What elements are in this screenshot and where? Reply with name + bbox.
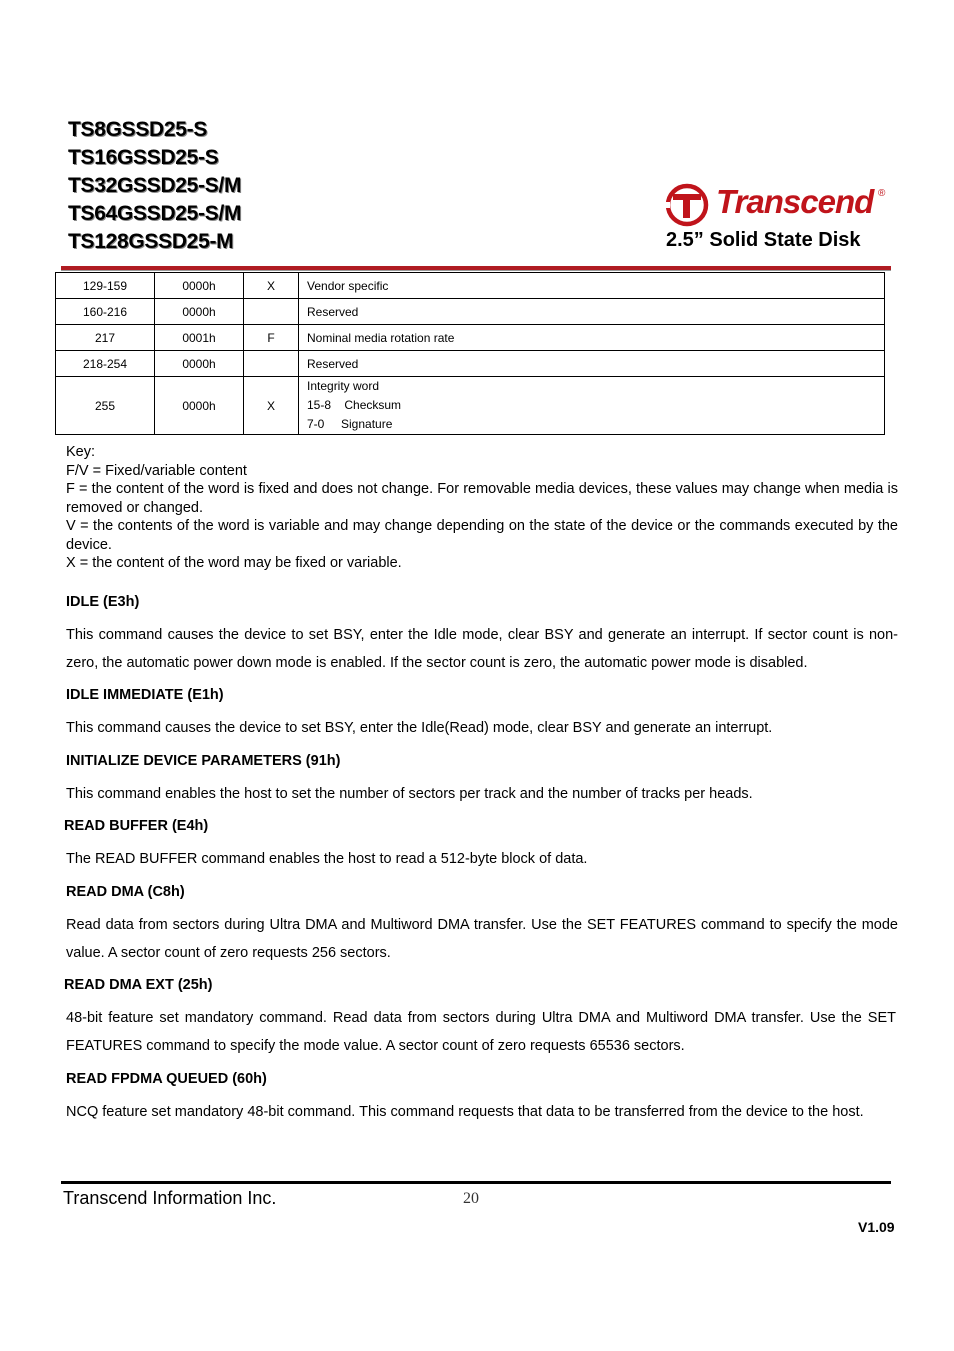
footer-divider (61, 1181, 891, 1184)
fv-cell: X (244, 377, 299, 435)
key-line: V = the contents of the word is variable and may change depending on the state of the device or the commands executed by the device. (66, 518, 898, 553)
identify-device-table (55, 272, 885, 435)
table-row (56, 377, 885, 435)
word-cell: 218-254 (56, 351, 155, 377)
word-cell: 129-159 (56, 273, 155, 299)
section-body: This command causes the device to set BSY, enter the Idle mode, clear BSY and generate an interrupt. If sector count is non-zero, the automatic power down mode is enabled. If the sector count is zero, the automatic power mode is disabled. (66, 627, 898, 671)
section-body: The READ BUFFER command enables the host to read a 512-byte block of data. (66, 851, 588, 867)
fv-cell (244, 351, 299, 377)
description-cell (299, 377, 885, 435)
description-cell: Nominal media rotation rate (299, 325, 885, 351)
document-version: V1.09 (858, 1219, 895, 1235)
key-legend (66, 443, 898, 573)
model-name: TS8GSSD25-S (68, 118, 208, 141)
command-section (66, 593, 898, 677)
section-body: This command enables the host to set the number of sectors per track and the number of tracks per heads. (66, 786, 753, 802)
description-cell: Vendor specific (299, 273, 885, 299)
model-name: TS64GSSD25-S/M (68, 202, 242, 225)
section-title: INITIALIZE DEVICE PARAMETERS (91h) (66, 753, 341, 769)
value-cell: 0000h (155, 273, 244, 299)
section-body: Read data from sectors during Ultra DMA and Multiword DMA transfer. Use the SET FEATURES command to specify the mode value. A sector count of zero requests 256 sectors. (66, 917, 898, 961)
word-cell: 160-216 (56, 299, 155, 325)
section-title: READ FPDMA QUEUED (60h) (66, 1071, 267, 1087)
section-title: READ DMA (C8h) (66, 884, 185, 900)
fv-cell (244, 299, 299, 325)
section-body: NCQ feature set mandatory 48-bit command. This command requests that data to be transferred from the device to the host. (66, 1104, 864, 1120)
transcend-logo (664, 182, 890, 228)
brand-name: Transcend (716, 183, 874, 220)
section-title: IDLE (E3h) (66, 594, 140, 610)
section-title: IDLE IMMEDIATE (E1h) (66, 687, 224, 703)
word-cell: 217 (56, 325, 155, 351)
key-line: Key: (66, 444, 96, 460)
description-cell: Reserved (299, 299, 885, 325)
header-divider-shadow (61, 270, 891, 271)
table-row (56, 299, 885, 325)
key-line: F/V = Fixed/variable content (66, 462, 247, 479)
transcend-logo-icon (664, 182, 712, 228)
table-row (56, 325, 885, 351)
description-line: Integrity word (307, 379, 380, 393)
command-section (66, 883, 898, 967)
key-line: X = the content of the word may be fixed or variable. (66, 555, 402, 571)
model-name: TS128GSSD25-M (68, 230, 234, 253)
fv-cell: X (244, 273, 299, 299)
command-section (66, 752, 898, 808)
command-section (66, 1070, 898, 1126)
section-body: This command causes the device to set BSY, enter the Idle(Read) mode, clear BSY and generate an interrupt. (66, 720, 773, 736)
fv-cell: F (244, 325, 299, 351)
command-section (64, 817, 896, 873)
model-list (68, 116, 241, 256)
value-cell: 0000h (155, 299, 244, 325)
model-name: TS16GSSD25-S (68, 146, 219, 169)
section-body: 48-bit feature set mandatory command. Read data from sectors during Ultra DMA and Multiword DMA transfer. Use the SET FEATURES command to specify the mode value. A sector count of zero requests 65536 sectors. (66, 1010, 896, 1054)
description-line: 7-0 Signature (307, 417, 393, 431)
word-cell: 255 (56, 377, 155, 435)
model-name: TS32GSSD25-S/M (68, 174, 242, 197)
section-title: READ DMA EXT (25h) (64, 977, 213, 993)
page-number: 20 (463, 1190, 479, 1207)
description-cell: Reserved (299, 351, 885, 377)
value-cell: 0000h (155, 351, 244, 377)
footer-company: Transcend Information Inc. (63, 1188, 277, 1208)
section-title: READ BUFFER (E4h) (64, 818, 209, 834)
table-row (56, 351, 885, 377)
command-section (64, 976, 896, 1060)
registered-mark: ® (878, 188, 886, 199)
description-line: 15-8 Checksum (307, 398, 402, 412)
product-subtitle: 2.5” Solid State Disk (666, 229, 861, 251)
key-line: F = the content of the word is fixed and does not change. For removable media devices, these values may change when media is removed or changed. (66, 481, 898, 516)
table-row (56, 273, 885, 299)
value-cell: 0000h (155, 377, 244, 435)
command-section (66, 686, 898, 742)
value-cell: 0001h (155, 325, 244, 351)
